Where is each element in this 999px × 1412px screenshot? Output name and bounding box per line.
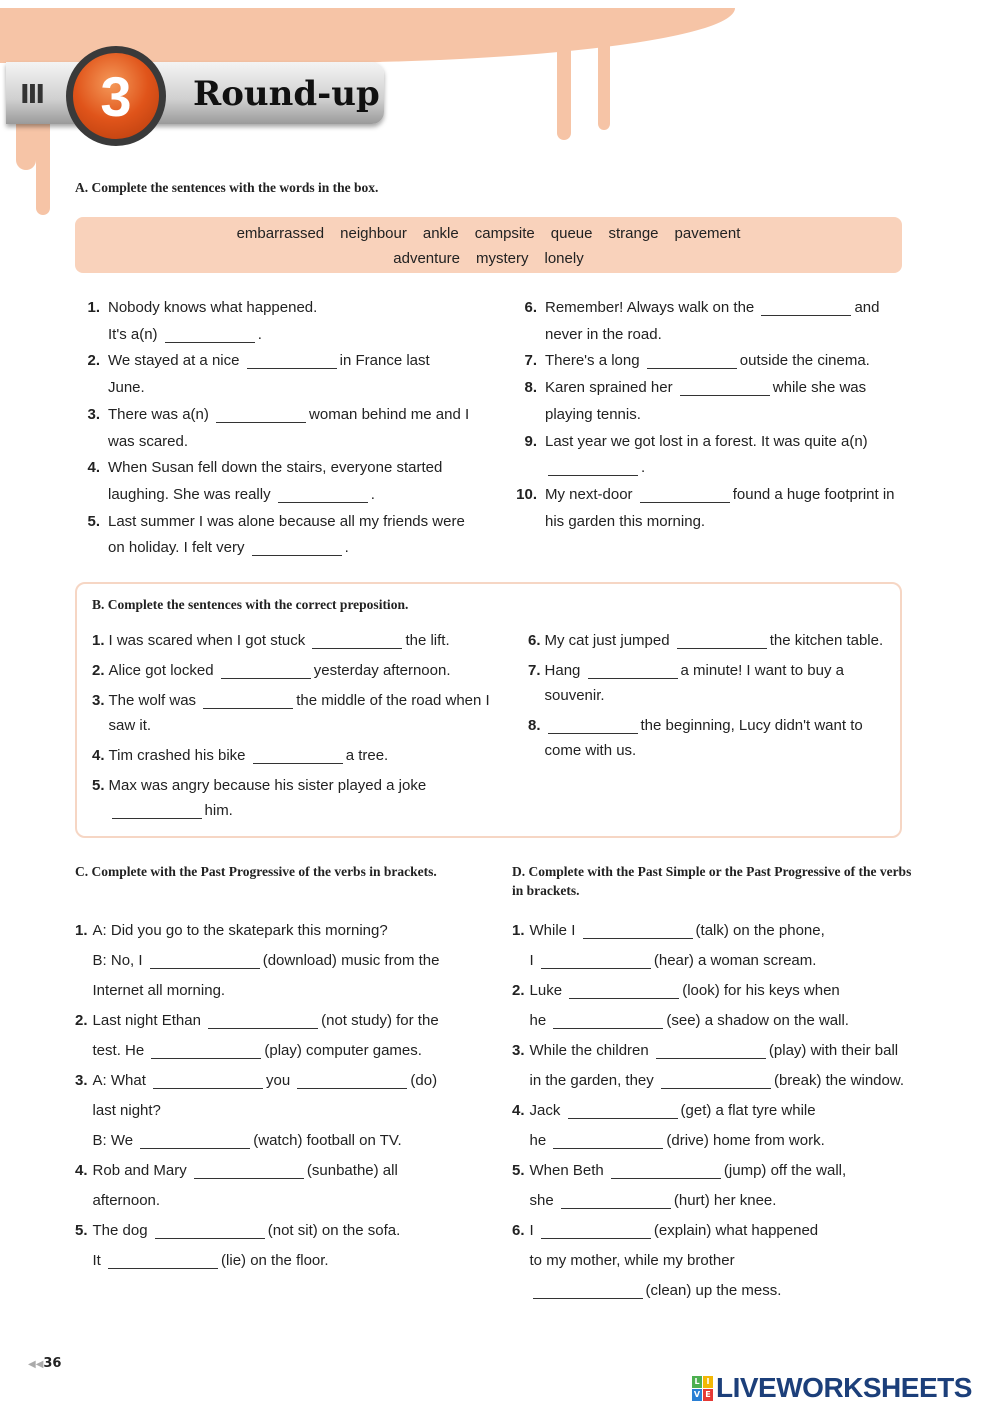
word-box-word: ankle (422, 225, 459, 242)
answer-blank-input[interactable] (569, 983, 679, 999)
section-b-instruction: B. Complete the sentences with the correct preposition. (92, 597, 409, 612)
item-text: you (266, 1072, 291, 1089)
word-box-word: queue (550, 225, 593, 242)
exercise-item (75, 1156, 460, 1216)
item-text: Tim crashed his bike (108, 747, 246, 764)
item-number: 2. (92, 662, 105, 679)
item-text: (watch) football on TV. (253, 1132, 402, 1149)
item-text: (break) the window. (773, 1072, 905, 1089)
answer-blank-input[interactable] (203, 693, 293, 709)
item-number: 3. (512, 1042, 525, 1059)
paint-drip (598, 40, 610, 130)
item-text: . (641, 459, 646, 477)
answer-blank-input[interactable] (761, 300, 851, 316)
item-text: (get) a flat tyre while (680, 1102, 816, 1119)
answer-blank-input[interactable] (108, 1253, 218, 1269)
back-arrows-icon: ◀◀ (28, 1359, 44, 1370)
paint-drip (16, 120, 36, 170)
item-number: 2. (512, 982, 525, 999)
item-text: (look) for his keys when (682, 982, 840, 999)
word-box-word: pavement (674, 225, 741, 242)
exercise-item (75, 1006, 460, 1066)
answer-blank-input[interactable] (208, 1013, 318, 1029)
paint-drip (557, 40, 571, 140)
item-number: 3. (75, 1072, 88, 1089)
item-text: (do) last night? (92, 1072, 438, 1119)
item-number: 10. (516, 485, 537, 503)
section-b-left-column (92, 628, 492, 833)
answer-blank-input[interactable] (297, 1073, 407, 1089)
exercise-item (512, 1216, 907, 1306)
item-text: and never in the road. (545, 299, 880, 343)
answer-blank-input[interactable] (153, 1073, 263, 1089)
exercise-item (528, 713, 888, 763)
item-text: While I (529, 922, 576, 939)
word-box-word: strange (608, 225, 659, 242)
answer-blank-input[interactable] (553, 1013, 663, 1029)
answer-blank-input[interactable] (553, 1133, 663, 1149)
item-text: in France last June. (108, 352, 430, 397)
answer-blank-input[interactable] (611, 1163, 721, 1179)
item-text: woman behind me and I was scared. (108, 405, 470, 450)
item-number: 5. (87, 512, 100, 530)
item-text: My cat just jumped (544, 632, 670, 649)
item-number: 6. (524, 299, 537, 316)
exercise-item (512, 429, 907, 482)
logo-squares-icon (692, 1376, 713, 1401)
answer-blank-input[interactable] (541, 1223, 651, 1239)
item-text: to my mother, while my brother (529, 1252, 735, 1269)
page-title: Round-up (193, 74, 380, 114)
item-text: Luke (529, 982, 563, 999)
exercise-item (92, 743, 492, 768)
item-number: 3. (92, 692, 105, 709)
answer-blank-input[interactable] (588, 663, 678, 679)
answer-blank-input[interactable] (221, 663, 311, 679)
item-text: I was scared when I got stuck (108, 632, 306, 649)
item-text: the middle of the road when I saw it. (108, 692, 490, 734)
answer-blank-input[interactable] (112, 803, 202, 819)
word-box-word: embarrassed (236, 225, 325, 242)
answer-blank-input[interactable] (151, 1043, 261, 1059)
exercise-item (75, 455, 470, 508)
section-b-right-column (528, 628, 888, 833)
item-text: We stayed at a nice (108, 352, 240, 370)
item-text: Last year we got lost in a forest. It was quite a(n) (545, 432, 868, 450)
page-number (28, 1356, 61, 1371)
item-text: There was a(n) (108, 405, 209, 423)
word-box-word: campsite (474, 225, 535, 242)
word-box (75, 217, 902, 273)
exercise-item (75, 1216, 460, 1276)
item-number: 5. (92, 777, 105, 794)
word-box-word: mystery (476, 250, 529, 267)
exercise-item (75, 916, 460, 1006)
section-c-instruction: C. Complete with the Past Progressive of the verbs in brackets. (75, 864, 437, 879)
item-text: a minute! I want to buy a souvenir. (544, 662, 844, 704)
item-text: Alice got locked (108, 662, 214, 679)
item-text: (hurt) her knee. (673, 1192, 777, 1209)
exercise-item (512, 348, 907, 375)
exercise-item (75, 295, 470, 348)
item-text: the beginning, Lucy didn't want to come with us. (544, 717, 863, 759)
item-number: 6. (528, 632, 541, 649)
item-number: 2. (87, 352, 100, 370)
exercise-item (512, 1036, 907, 1096)
item-number: 4. (512, 1102, 525, 1119)
item-text: (lie) on the floor. (221, 1252, 329, 1269)
item-text: while she was playing tennis. (545, 379, 867, 423)
item-number: 1. (75, 922, 88, 939)
answer-blank-input[interactable] (568, 1103, 678, 1119)
item-text: him. (204, 802, 233, 819)
item-text: Max was angry because his sister played a joke (108, 777, 427, 794)
section-c-items (75, 916, 460, 1341)
exercise-item (75, 348, 470, 401)
answer-blank-input[interactable] (548, 718, 638, 734)
answer-blank-input[interactable] (165, 327, 255, 343)
answer-blank-input[interactable] (155, 1223, 265, 1239)
exercise-item (75, 402, 470, 455)
answer-blank-input[interactable] (216, 407, 306, 423)
liveworksheets-logo (692, 1372, 972, 1404)
item-text: he (529, 1132, 547, 1149)
item-text: (clean) up the mess. (645, 1282, 782, 1299)
answer-blank-input[interactable] (661, 1073, 771, 1089)
word-box-word: lonely (544, 250, 584, 267)
item-text: When Susan fell down the stairs, everyone started laughing. She was really (108, 459, 443, 503)
exercise-item (92, 773, 492, 823)
item-text: (download) music from the Internet all morning. (92, 952, 440, 999)
item-text: The wolf was (108, 692, 197, 709)
exercise-item (92, 658, 492, 683)
section-d-instruction: D. Complete with the Past Simple or the Past Progressive of the verbs in brackets. (512, 864, 912, 898)
item-text: a tree. (345, 747, 389, 764)
item-number: 5. (75, 1222, 88, 1239)
item-text: When Beth (529, 1162, 604, 1179)
answer-blank-input[interactable] (247, 353, 337, 369)
item-text: yesterday afternoon. (313, 662, 451, 679)
item-text: (not sit) on the sofa. (267, 1222, 401, 1239)
exercise-item (75, 1066, 460, 1156)
item-number: 1. (92, 632, 105, 649)
answer-blank-input[interactable] (561, 1193, 671, 1209)
item-text: (jump) off the wall, (723, 1162, 847, 1179)
item-text: While the children (529, 1042, 649, 1059)
answer-blank-input[interactable] (680, 380, 770, 396)
exercise-item (512, 375, 907, 428)
item-text: B: We (92, 1132, 134, 1149)
item-number: 5. (512, 1162, 525, 1179)
item-text: she (529, 1192, 554, 1209)
logo-letter: I (703, 1376, 713, 1388)
item-number: 7. (528, 662, 541, 679)
item-text: Rob and Mary (92, 1162, 187, 1179)
item-text: outside the cinema. (739, 352, 870, 370)
unit-number-badge: 3 (66, 46, 166, 146)
item-text: found a huge footprint in his garden this morning. (545, 485, 895, 530)
answer-blank-input[interactable] (583, 923, 693, 939)
word-box-word: adventure (393, 250, 460, 267)
exercise-item (92, 688, 492, 738)
item-number: 7. (524, 352, 537, 370)
item-text: A: Did you go to the skatepark this morning? (92, 922, 388, 939)
answer-blank-input[interactable] (647, 353, 737, 369)
item-text: (drive) home from work. (666, 1132, 825, 1149)
exercise-item (512, 976, 907, 1036)
answer-blank-input[interactable] (278, 487, 368, 503)
exercise-item (75, 509, 470, 562)
item-text: Last summer I was alone because all my friends were on holiday. I felt very (108, 512, 465, 557)
banner-bars-icon: III (20, 80, 44, 110)
item-text: The dog (92, 1222, 148, 1239)
answer-blank-input[interactable] (253, 748, 343, 764)
item-text: . (257, 325, 262, 343)
item-text: Jack (529, 1102, 561, 1119)
item-text: the kitchen table. (769, 632, 884, 649)
item-number: 8. (524, 379, 537, 397)
answer-blank-input[interactable] (150, 953, 260, 969)
item-number: 8. (528, 717, 541, 734)
item-text: . (370, 485, 375, 503)
logo-letter: L (692, 1376, 702, 1388)
answer-blank-input[interactable] (140, 1133, 250, 1149)
item-number: 6. (512, 1222, 525, 1239)
item-text: (sunbathe) all afternoon. (92, 1162, 398, 1209)
word-box-word: neighbour (340, 225, 407, 242)
item-number: 9. (524, 432, 537, 450)
section-a-instruction: A. Complete the sentences with the words in the box. (75, 180, 379, 195)
item-text: the lift. (405, 632, 450, 649)
item-text: . (344, 539, 349, 557)
item-number: 4. (92, 747, 105, 764)
item-text: It (92, 1252, 101, 1269)
item-text: he (529, 1012, 547, 1029)
section-a-left-column (75, 295, 470, 575)
answer-blank-input[interactable] (252, 540, 342, 556)
item-text: (explain) what happened (653, 1222, 819, 1239)
exercise-item (512, 1156, 907, 1216)
exercise-item (512, 295, 907, 348)
item-text: A: What (92, 1072, 146, 1089)
answer-blank-input[interactable] (656, 1043, 766, 1059)
answer-blank-input[interactable] (541, 953, 651, 969)
item-text: Karen sprained her (545, 379, 673, 397)
answer-blank-input[interactable] (533, 1283, 643, 1299)
item-text: (not study) for the test. He (92, 1012, 439, 1059)
item-number: 2. (75, 1012, 88, 1029)
item-text: I (529, 952, 534, 969)
section-a-right-column (512, 295, 907, 575)
item-text: It's a(n) (108, 325, 158, 343)
exercise-item (92, 628, 492, 653)
item-text: Remember! Always walk on the (545, 299, 755, 316)
answer-blank-input[interactable] (194, 1163, 304, 1179)
item-text: Hang (544, 662, 581, 679)
item-text: There's a long (545, 352, 640, 370)
item-text: (talk) on the phone, (695, 922, 825, 939)
item-text: (hear) a woman scream. (653, 952, 817, 969)
paint-drip (36, 120, 50, 215)
item-text: B: No, I (92, 952, 143, 969)
item-text: (see) a shadow on the wall. (666, 1012, 849, 1029)
item-text: (play) computer games. (264, 1042, 422, 1059)
answer-blank-input[interactable] (677, 633, 767, 649)
exercise-item (512, 482, 907, 535)
logo-text: LIVEWORKSHEETS (716, 1372, 972, 1403)
exercise-item (528, 628, 888, 653)
item-number: 4. (75, 1162, 88, 1179)
logo-letter: V (693, 1389, 701, 1399)
page-number-text: 36 (43, 1356, 62, 1371)
item-text: I (529, 1222, 534, 1239)
item-number: 1. (87, 299, 100, 316)
item-number: 4. (87, 459, 100, 477)
section-d-items (512, 916, 907, 1341)
logo-letter: E (703, 1389, 713, 1401)
exercise-item (512, 1096, 907, 1156)
item-number: 3. (87, 405, 100, 423)
item-text: My next-door (545, 485, 633, 503)
item-number: 1. (512, 922, 525, 939)
answer-blank-input[interactable] (548, 460, 638, 476)
item-text: Last night Ethan (92, 1012, 201, 1029)
answer-blank-input[interactable] (640, 487, 730, 503)
answer-blank-input[interactable] (312, 633, 402, 649)
item-text: (play) with their ball in the garden, they (529, 1042, 899, 1089)
exercise-item (512, 916, 907, 976)
exercise-item (528, 658, 888, 708)
item-text: Nobody knows what happened. (108, 299, 318, 316)
